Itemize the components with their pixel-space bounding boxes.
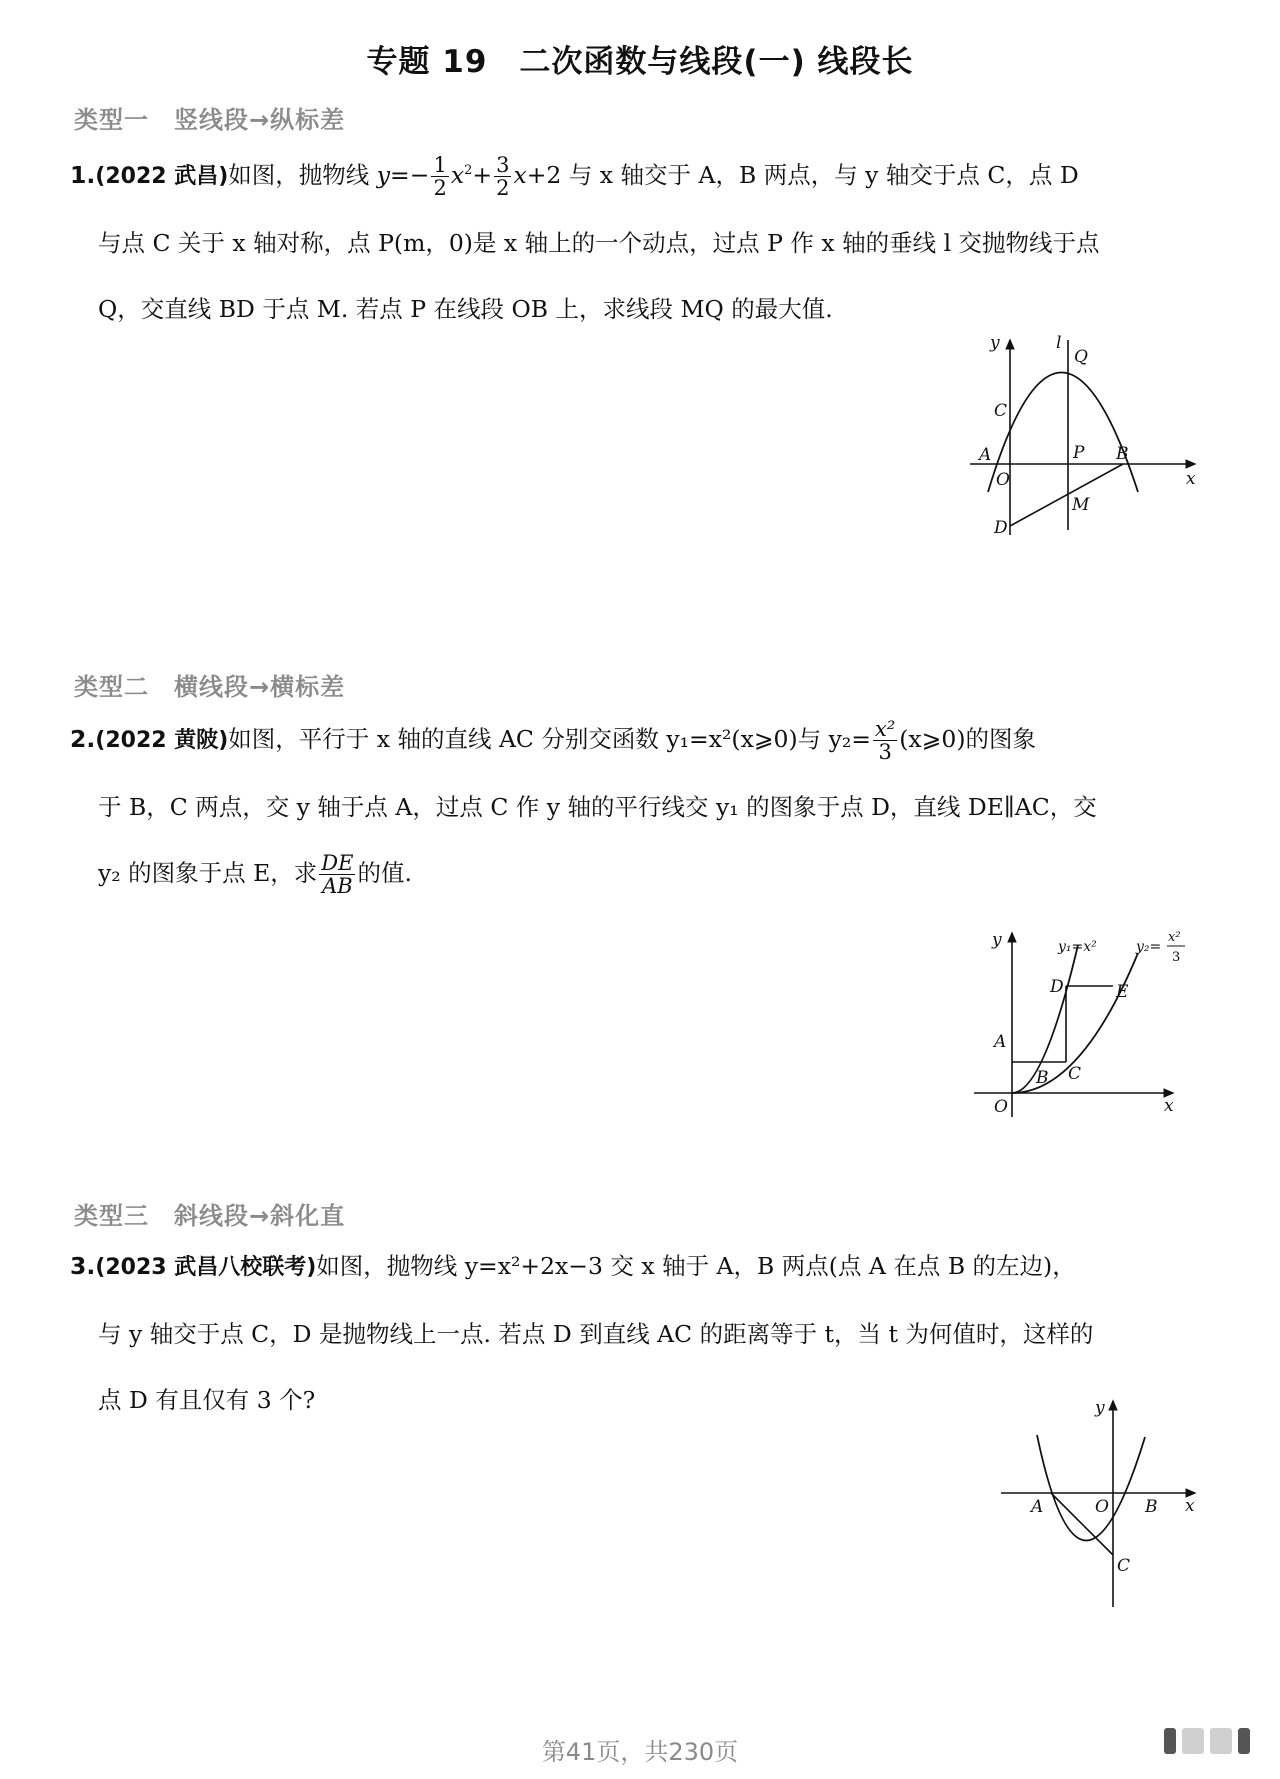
viewer-toolbar-button[interactable]: [1164, 1728, 1176, 1754]
label-x: x: [1164, 1096, 1174, 1116]
figure-2: [968, 925, 1208, 1125]
numerator: 3: [496, 152, 510, 177]
label-b: B: [1145, 1497, 1158, 1517]
label-d: D: [994, 518, 1008, 538]
math-var: y: [376, 160, 391, 189]
label-b: B: [1116, 444, 1129, 464]
problem-text: 的值.: [357, 859, 412, 887]
label-q: Q: [1074, 347, 1088, 367]
problem-number: 1.: [70, 160, 96, 189]
label-d: D: [1050, 977, 1064, 997]
label-o: O: [1095, 1497, 1109, 1517]
problem-text: 如图，平行于 x 轴的直线 AC 分别交函数 y₁=x²(x⩾0)与 y₂=: [228, 725, 871, 753]
problem-text: 如图，抛物线 y=x²+2x−3 交 x 轴于 A，B 两点(点 A 在点 B 的左边)，: [316, 1252, 1076, 1280]
problem-1-line-3: Q，交直线 BD 于点 M. 若点 P 在线段 OB 上，求线段 MQ 的最大值.: [98, 294, 833, 323]
denominator: 2: [433, 175, 447, 200]
problem-2-line-2: 于 B，C 两点，交 y 轴于点 A，过点 C 作 y 轴的平行线交 y₁ 的图象于点 D，直线 DE∥AC，交: [98, 793, 1097, 821]
label-c: C: [994, 401, 1008, 421]
label-y: y: [1095, 1398, 1105, 1418]
math-op: =−: [390, 160, 430, 189]
math-var: x: [513, 160, 527, 189]
denominator: AB: [322, 874, 353, 898]
problem-text: y₂ 的图象于点 E，求: [98, 859, 318, 887]
fraction: [873, 718, 897, 763]
type-heading-1: 类型一 竖线段→纵标差: [74, 106, 346, 134]
label-m: M: [1072, 495, 1090, 515]
math-var: x: [450, 160, 465, 189]
label-y1: y₁=x²: [1058, 939, 1097, 955]
label-p: P: [1073, 443, 1085, 463]
problem-number: 2.: [70, 725, 96, 753]
viewer-toolbar-button[interactable]: [1182, 1728, 1204, 1754]
problem-2-line-3: [70, 840, 1200, 906]
problem-text: +2 与 x 轴交于 A，B 两点，与 y 轴交于点 C，点 D: [526, 160, 1079, 189]
viewer-toolbar[interactable]: [1164, 1728, 1250, 1754]
type-heading-2: 类型二 横线段→横标差: [74, 673, 346, 701]
viewer-toolbar-button[interactable]: [1238, 1728, 1250, 1754]
fraction: [494, 154, 511, 199]
fraction: [431, 154, 448, 199]
page-title: 专题 19 二次函数与线段(一) 线段长: [366, 44, 914, 80]
numerator: 1: [433, 152, 447, 177]
figure-1: [960, 330, 1220, 540]
fraction: [319, 852, 355, 897]
label-c: C: [1068, 1064, 1082, 1084]
problem-1-line-2: 与点 C 关于 x 轴对称，点 P(m，0)是 x 轴上的一个动点，过点 P 作 x 轴的垂线 l 交抛物线于点: [98, 228, 1100, 257]
label-y2: y₂=: [1136, 939, 1162, 955]
label-y2-num: x²: [1168, 930, 1181, 945]
label-e: E: [1116, 982, 1129, 1002]
label-y: y: [990, 333, 1000, 353]
label-c: C: [1117, 1556, 1131, 1576]
problem-text: (x⩾0)的图象: [899, 725, 1036, 753]
label-a: A: [979, 445, 992, 465]
problem-2: [70, 706, 1200, 906]
problem-source: (2023 武昌八校联考): [95, 1255, 317, 1280]
type-heading-3: 类型三 斜线段→斜化直: [74, 1202, 346, 1230]
label-l: l: [1056, 333, 1062, 353]
label-x: x: [1186, 469, 1196, 489]
problem-source: (2022 黄陂): [95, 728, 229, 753]
label-y2-den: 3: [1172, 950, 1181, 965]
problem-2-line-1: [70, 706, 1200, 774]
label-y: y: [992, 930, 1002, 950]
problem-text: 如图，抛物线: [228, 160, 377, 189]
figure-3: [995, 1395, 1215, 1615]
label-x: x: [1185, 1496, 1195, 1516]
label-b: B: [1036, 1068, 1049, 1088]
parabola: [1037, 1435, 1145, 1541]
problem-3-line-3: 点 D 有且仅有 3 个?: [98, 1386, 316, 1414]
denominator: 2: [496, 175, 510, 200]
line-bd: [1010, 464, 1123, 526]
label-a: A: [1031, 1497, 1044, 1517]
problem-1: [70, 138, 1200, 342]
label-o: O: [994, 1097, 1008, 1117]
viewer-toolbar-button[interactable]: [1210, 1728, 1232, 1754]
problem-1-line-1: [70, 138, 1200, 210]
numerator: x²: [875, 716, 896, 741]
problem-3-line-2: 与 y 轴交于点 C，D 是抛物线上一点. 若点 D 到直线 AC 的距离等于 t，当 t 为何值时，这样的: [98, 1320, 1094, 1348]
exponent: 2: [464, 163, 473, 178]
label-a: A: [994, 1032, 1007, 1052]
page-indicator: 第41页，共230页: [541, 1738, 739, 1766]
numerator: DE: [321, 850, 354, 875]
problem-number: 3.: [70, 1252, 96, 1280]
math-op: +: [472, 160, 493, 189]
denominator: 3: [878, 740, 892, 764]
problem-3-line-1: [70, 1233, 1200, 1301]
label-o: O: [996, 470, 1010, 490]
problem-source: (2022 武昌): [95, 163, 229, 189]
